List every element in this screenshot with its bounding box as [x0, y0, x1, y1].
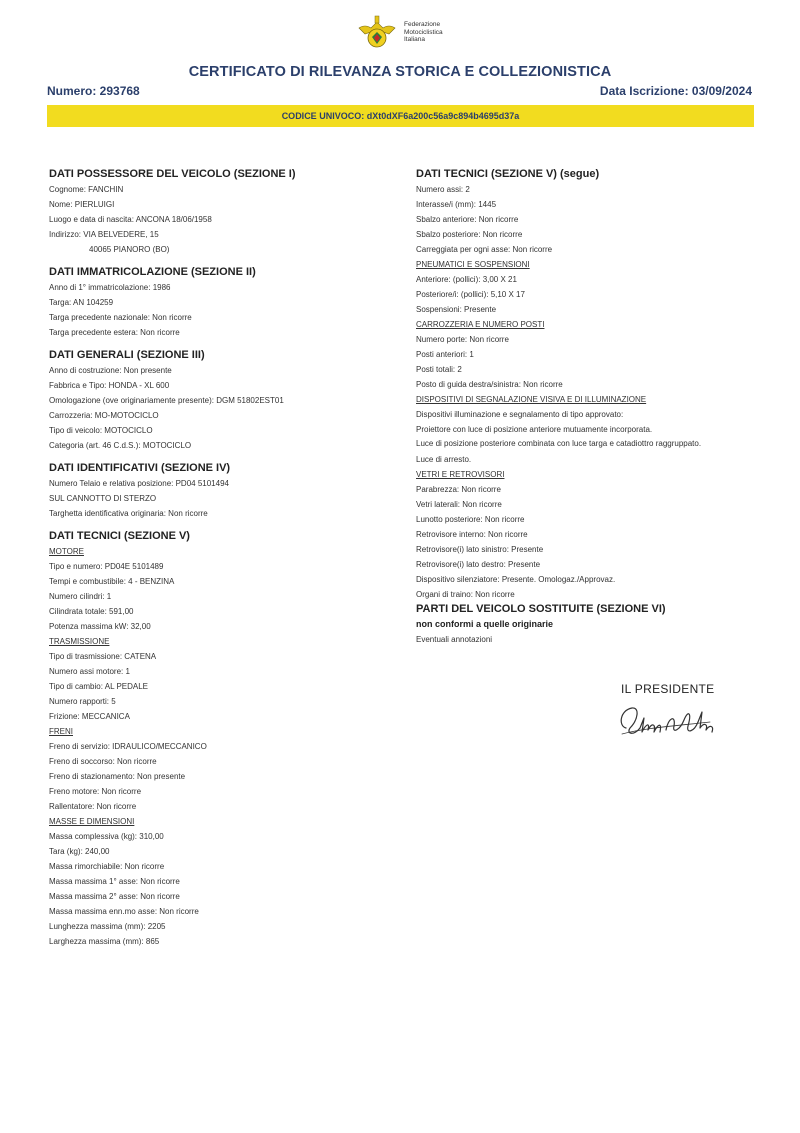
subsection-label: CARROZZERIA E NUMERO POSTI — [416, 320, 545, 329]
field-line: Numero rapporti: 5 — [49, 697, 116, 706]
field-line: Freno di stazionamento: Non presente — [49, 772, 186, 781]
field-line: Carreggiata per ogni asse: Non ricorre — [416, 245, 553, 254]
section-title: DATI TECNICI (SEZIONE V) (segue) — [416, 168, 600, 180]
field-line: Massa massima 1° asse: Non ricorre — [49, 877, 180, 886]
field-line: Massa massima enn.mo asse: Non ricorre — [49, 907, 199, 916]
subsection-label: DISPOSITIVI DI SEGNALAZIONE VISIVA E DI ILLUMINAZIONE — [416, 395, 647, 404]
field-line: Interasse/i (mm): 1445 — [416, 200, 497, 209]
section-registration — [49, 265, 389, 340]
field-line: Tipo di trasmissione: CATENA — [49, 652, 157, 661]
field-line: Numero porte: Non ricorre — [416, 335, 509, 344]
field-line: Organi di traino: Non ricorre — [416, 590, 515, 599]
subsection-label: TRASMISSIONE — [49, 637, 110, 646]
fmi-emblem-icon — [355, 12, 399, 56]
section-title: DATI GENERALI (SEZIONE III) — [49, 349, 205, 361]
field-line: Rallentatore: Non ricorre — [49, 802, 137, 811]
field-line: Posteriore/i: (pollici): 5,10 X 17 — [416, 290, 525, 299]
field-line: Retrovisore(i) lato sinistro: Presente — [416, 545, 544, 554]
section-identification — [49, 461, 389, 521]
field-line: Tipo e numero: PD04E 5101489 — [49, 562, 164, 571]
field-line: Freno di servizio: IDRAULICO/MECCANICO — [49, 742, 207, 751]
field-line: Sospensioni: Presente — [416, 305, 497, 314]
right-column — [416, 167, 746, 647]
logo-text-line: Italiana — [404, 36, 425, 43]
subsection-label: MASSE E DIMENSIONI — [49, 817, 135, 826]
section-title: DATI IDENTIFICATIVI (SEZIONE IV) — [49, 462, 231, 474]
field-line: Dispositivi illuminazione e segnalamento di tipo approvato: — [416, 410, 624, 419]
unique-code-bar — [47, 105, 754, 127]
subsection-label: FRENI — [49, 727, 73, 736]
logo-text — [404, 21, 443, 44]
field-line: Nome: PIERLUIGI — [49, 200, 115, 209]
logo-text-line: Federazione — [404, 21, 441, 28]
field-line: Retrovisore(i) lato destro: Presente — [416, 560, 541, 569]
field-line: Sbalzo posteriore: Non ricorre — [416, 230, 523, 239]
unique-code: CODICE UNIVOCO: dXt0dXF6a200c56a9c894b4695d37a — [281, 111, 520, 121]
field-line: Freno motore: Non ricorre — [49, 787, 142, 796]
section-title: PARTI DEL VEICOLO SOSTITUITE (SEZIONE VI) — [416, 603, 666, 615]
field-line: Sbalzo anteriore: Non ricorre — [416, 215, 519, 224]
field-line: Proiettore con luce di posizione anteriore mutuamente incorporata. — [416, 425, 653, 434]
section-technical — [49, 529, 389, 949]
subsection-label: VETRI E RETROVISORI — [416, 470, 505, 479]
field-line: Cognome: FANCHIN — [49, 185, 124, 194]
field-line: Tipo di cambio: AL PEDALE — [49, 682, 149, 691]
subsection-label: PNEUMATICI E SOSPENSIONI — [416, 260, 530, 269]
field-line: Parabrezza: Non ricorre — [416, 485, 501, 494]
field-line: Tipo di veicolo: MOTOCICLO — [49, 426, 153, 435]
section-owner — [49, 167, 389, 257]
field-line: Indirizzo: VIA BELVEDERE, 15 — [49, 230, 159, 239]
field-line: Targa precedente estera: Non ricorre — [49, 328, 180, 337]
field-line: Carrozzeria: MO-MOTOCICLO — [49, 411, 159, 420]
president-signature — [614, 698, 724, 743]
field-line: Retrovisore interno: Non ricorre — [416, 530, 528, 539]
field-line: Fabbrica e Tipo: HONDA - XL 600 — [49, 381, 170, 390]
field-line: SUL CANNOTTO DI STERZO — [49, 494, 157, 503]
section-title: DATI POSSESSORE DEL VEICOLO (SEZIONE I) — [49, 168, 296, 180]
field-line: Posti anteriori: 1 — [416, 350, 474, 359]
certificate-number: Numero: 293768 — [47, 84, 140, 98]
field-line: Luce di arresto. — [416, 455, 472, 464]
field-line: Massa complessiva (kg): 310,00 — [49, 832, 164, 841]
field-line: Frizione: MECCANICA — [49, 712, 130, 721]
field-line: Targa precedente nazionale: Non ricorre — [49, 313, 192, 322]
field-line: Lunghezza massima (mm): 2205 — [49, 922, 166, 931]
field-line: Numero cilindri: 1 — [49, 592, 112, 601]
fmi-logo — [355, 12, 475, 56]
field-line: Posto di guida destra/sinistra: Non ricorre — [416, 380, 563, 389]
field-line: Luogo e data di nascita: ANCONA 18/06/1958 — [49, 215, 212, 224]
subsection-label: MOTORE — [49, 547, 84, 556]
section-subtitle: non conformi a quelle originarie — [416, 619, 554, 629]
field-line: Numero assi: 2 — [416, 185, 470, 194]
field-line: Cilindrata totale: 591,00 — [49, 607, 134, 616]
field-line: Potenza massima kW: 32,00 — [49, 622, 151, 631]
field-line: Anno di 1° immatricolazione: 1986 — [49, 283, 171, 292]
field-line: Numero assi motore: 1 — [49, 667, 130, 676]
field-line: Luce di posizione posteriore combinata con luce targa e catadiottro raggruppato. — [416, 439, 702, 448]
document-title: CERTIFICATO DI RILEVANZA STORICA E COLLEZIONISTICA — [188, 64, 612, 80]
field-line: Larghezza massima (mm): 865 — [49, 937, 160, 946]
field-line: Freno di soccorso: Non ricorre — [49, 757, 157, 766]
field-line: 40065 PIANORO (BO) — [89, 245, 170, 254]
annotations-label: Eventuali annotazioni — [416, 635, 493, 644]
field-line: Dispositivo silenziatore: Presente. Omologaz./Approvaz. — [416, 575, 616, 584]
field-line: Vetri laterali: Non ricorre — [416, 500, 502, 509]
field-line: Targa: AN 104259 — [49, 298, 114, 307]
logo-text-line: Motociclistica — [404, 28, 443, 36]
field-line: Anno di costruzione: Non presente — [49, 366, 172, 375]
field-line: Targhetta identificativa originaria: Non ricorre — [49, 509, 208, 518]
field-line: Massa rimorchiabile: Non ricorre — [49, 862, 165, 871]
section-title: DATI TECNICI (SEZIONE V) — [49, 530, 190, 542]
field-line: Categoria (art. 46 C.d.S.): MOTOCICLO — [49, 441, 192, 450]
section-title: DATI IMMATRICOLAZIONE (SEZIONE II) — [49, 266, 256, 278]
field-line: Lunotto posteriore: Non ricorre — [416, 515, 525, 524]
section-replaced-parts — [416, 602, 746, 647]
field-line: Massa massima 2° asse: Non ricorre — [49, 892, 180, 901]
field-line: Tempi e combustibile: 4 - BENZINA — [49, 577, 175, 586]
president-label: IL PRESIDENTE — [621, 682, 715, 696]
field-line: Anteriore: (pollici): 3,00 X 21 — [416, 275, 517, 284]
registration-date: Data Iscrizione: 03/09/2024 — [599, 84, 752, 98]
section-technical-continued — [416, 167, 746, 602]
field-line: Numero Telaio e relativa posizione: PD04 5101494 — [49, 479, 229, 488]
section-general — [49, 348, 389, 453]
left-column — [49, 167, 389, 949]
field-line: Omologazione (ove originariamente presente): DGM 51802EST01 — [49, 396, 284, 405]
field-line: Posti totali: 2 — [416, 365, 462, 374]
field-line: Tara (kg): 240,00 — [49, 847, 110, 856]
